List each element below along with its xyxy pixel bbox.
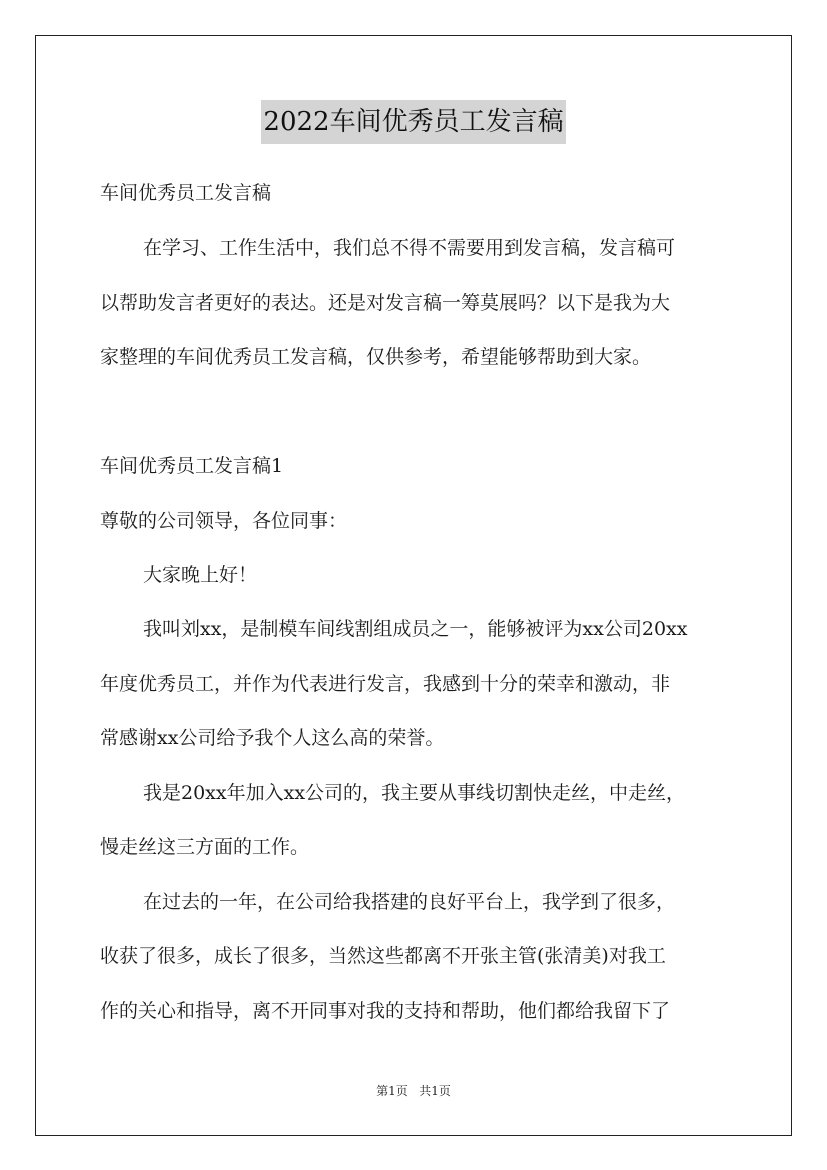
salutation: 尊敬的公司领导，各位同事： <box>100 510 348 532</box>
title-container <box>0 100 827 144</box>
paragraph-line: 作的关心和指导，离不开同事对我的支持和帮助，他们都给我留下了 <box>100 1000 671 1022</box>
paragraph-line: 我是20xx年加入xx公司的，我主要从事线切割快走丝，中走丝， <box>143 782 686 804</box>
paragraph-line: 年度优秀员工，并作为代表进行发言，我感到十分的荣幸和激动，非 <box>100 673 671 695</box>
paragraph-line: 收获了很多，成长了很多，当然这些都离不开张主管(张清美)对我工 <box>100 945 666 967</box>
section-heading: 车间优秀员工发言稿1 <box>100 455 284 477</box>
paragraph-line: 慢走丝这三方面的工作。 <box>100 836 310 858</box>
paragraph-line: 我叫刘xx，是制模车间线割组成员之一，能够被评为xx公司20xx <box>143 618 688 640</box>
paragraph-line: 家整理的车间优秀员工发言稿，仅供参考，希望能够帮助到大家。 <box>100 346 652 368</box>
section-heading: 车间优秀员工发言稿 <box>100 182 272 204</box>
paragraph-line: 常感谢xx公司给予我个人这么高的荣誉。 <box>100 727 445 749</box>
page-number: 第1页 <box>376 1084 408 1098</box>
page-footer <box>0 1082 827 1099</box>
document-title: 2022车间优秀员工发言稿 <box>261 100 565 144</box>
paragraph-line: 在过去的一年，在公司给我搭建的良好平台上，我学到了很多， <box>143 891 676 913</box>
page-total: 共1页 <box>419 1084 451 1098</box>
greeting: 大家晚上好！ <box>143 564 258 586</box>
paragraph-line: 在学习、工作生活中，我们总不得不需要用到发言稿，发言稿可 <box>143 237 676 259</box>
paragraph-line: 以帮助发言者更好的表达。还是对发言稿一筹莫展吗？以下是我为大 <box>100 292 671 314</box>
